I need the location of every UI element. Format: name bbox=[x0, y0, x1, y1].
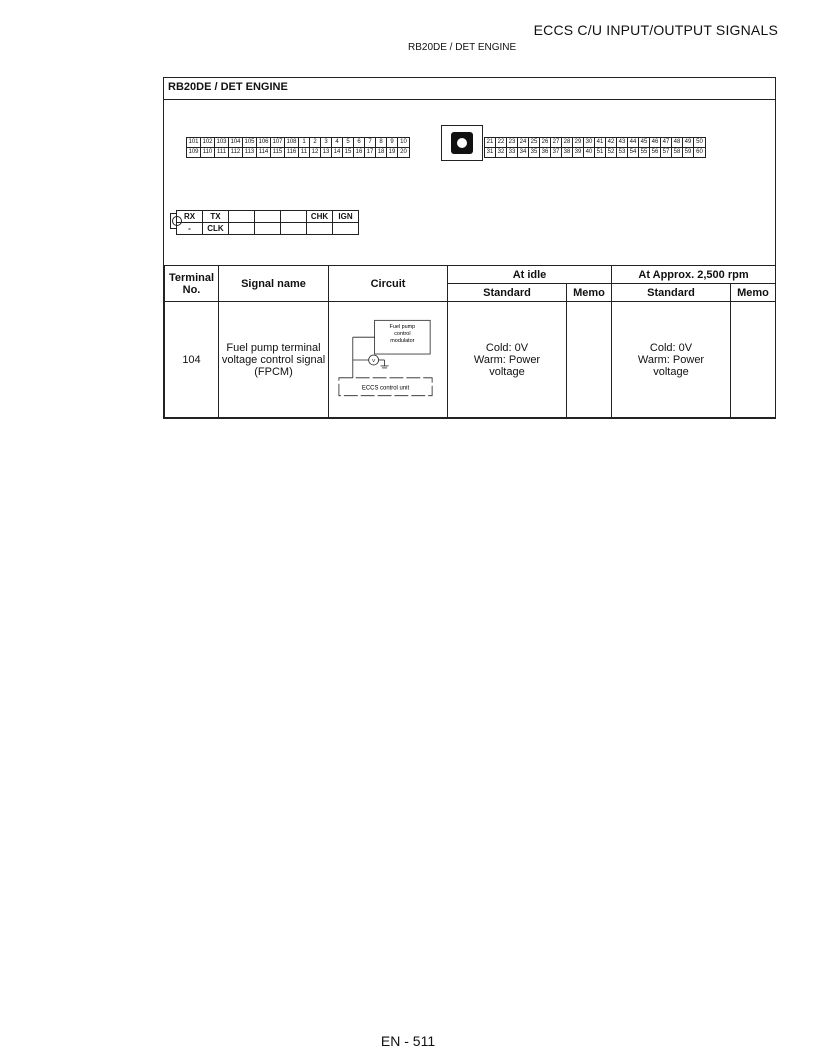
diagnostic-connector bbox=[176, 210, 359, 235]
connector-pin: 10 bbox=[400, 139, 407, 145]
connector-pin: 25 bbox=[529, 138, 540, 147]
diag-pin: CLK bbox=[203, 223, 229, 235]
connector-pin: 1 bbox=[299, 138, 310, 147]
connector-pin: 8 bbox=[376, 138, 387, 147]
circuit-unit-label: ECCS control unit bbox=[361, 385, 410, 392]
connector-pin: 9 bbox=[387, 138, 398, 147]
svg-text:control: control bbox=[394, 331, 411, 338]
signal-frame bbox=[163, 77, 776, 419]
diag-pin bbox=[229, 211, 255, 223]
col-signal: Signal name bbox=[219, 266, 329, 302]
svg-text:modulator: modulator bbox=[390, 338, 415, 345]
connector-pin: 111 bbox=[215, 148, 229, 157]
col-terminal: Terminal No. bbox=[165, 266, 219, 302]
connector-pin: 107 bbox=[271, 138, 285, 147]
connector-pin: 28 bbox=[562, 138, 573, 147]
connector-pin: 51 bbox=[595, 148, 606, 157]
connector-pin: 19 bbox=[387, 148, 398, 157]
cell-idle-standard bbox=[448, 302, 567, 418]
diag-pin: RX bbox=[177, 211, 203, 223]
col-rpm-memo: Memo bbox=[731, 284, 776, 302]
diag-pin bbox=[333, 223, 359, 235]
connector-pin: 12 bbox=[310, 148, 321, 157]
connector-pin: 6 bbox=[354, 138, 365, 147]
page-header-title: ECCS C/U INPUT/OUTPUT SIGNALS bbox=[533, 22, 778, 38]
connector-pin: 26 bbox=[540, 138, 551, 147]
connector-pin: 60 bbox=[696, 149, 703, 155]
connector-pin: 15 bbox=[343, 148, 354, 157]
connector-pin: 33 bbox=[507, 148, 518, 157]
connector-pin: 58 bbox=[672, 148, 683, 157]
section-title: RB20DE / DET ENGINE bbox=[164, 78, 775, 100]
connector-pin: 56 bbox=[650, 148, 661, 157]
col-circuit: Circuit bbox=[329, 266, 448, 302]
connector-pin: 109 bbox=[187, 148, 201, 157]
diag-pin: TX bbox=[203, 211, 229, 223]
connector-pin: 5 bbox=[343, 138, 354, 147]
connector-pin: 105 bbox=[243, 138, 257, 147]
signal-table bbox=[164, 265, 776, 418]
diag-pin: CHK bbox=[307, 211, 333, 223]
connector-pin: 23 bbox=[507, 138, 518, 147]
circuit-diagram bbox=[329, 306, 447, 410]
connector-pin: 101 bbox=[187, 138, 201, 147]
connector-pin: 13 bbox=[321, 148, 332, 157]
connector-pin: 42 bbox=[606, 138, 617, 147]
connector-pin: 53 bbox=[617, 148, 628, 157]
connector-pin: 48 bbox=[672, 138, 683, 147]
connector-pin: 59 bbox=[683, 148, 694, 157]
connector-pin: 46 bbox=[650, 138, 661, 147]
cell-rpm-memo bbox=[731, 302, 776, 418]
diag-pin bbox=[255, 223, 281, 235]
connector-pin: 3 bbox=[321, 138, 332, 147]
connector-pin: 40 bbox=[584, 148, 595, 157]
connector-pin: 106 bbox=[257, 138, 271, 147]
connector-pin: 4 bbox=[332, 138, 343, 147]
cell-terminal: 104 bbox=[165, 302, 219, 418]
diag-pin bbox=[281, 223, 307, 235]
connector-pin: 116 bbox=[285, 148, 299, 157]
connector-pin: 52 bbox=[606, 148, 617, 157]
connector-pin: 27 bbox=[551, 138, 562, 147]
cell-idle-memo bbox=[567, 302, 612, 418]
connector-pin: 37 bbox=[551, 148, 562, 157]
standard-line: voltage bbox=[489, 365, 525, 378]
connector-pin: 30 bbox=[584, 138, 595, 147]
connector-pin: 108 bbox=[285, 138, 299, 147]
connector-pin: 113 bbox=[243, 148, 257, 157]
connector-pin: 49 bbox=[683, 138, 694, 147]
connector-pin: 43 bbox=[617, 138, 628, 147]
connector-pin: 7 bbox=[365, 138, 376, 147]
connector-pin: 21 bbox=[485, 138, 496, 147]
connector-pin: 20 bbox=[400, 149, 407, 155]
connector-pin: 29 bbox=[573, 138, 584, 147]
standard-line: Warm: Power bbox=[473, 353, 541, 366]
diag-pin bbox=[307, 223, 333, 235]
connector-pin: 17 bbox=[365, 148, 376, 157]
connector-pin: 36 bbox=[540, 148, 551, 157]
voltmeter-label: V bbox=[371, 358, 376, 364]
circuit-module-label: Fuel pump bbox=[389, 324, 416, 331]
connector-pin: 14 bbox=[332, 148, 343, 157]
standard-line: Warm: Power bbox=[637, 353, 705, 366]
diag-pin bbox=[255, 211, 281, 223]
col-rpm-standard: Standard bbox=[612, 284, 731, 302]
connector-pin: 103 bbox=[215, 138, 229, 147]
connector-pin: 22 bbox=[496, 138, 507, 147]
col-idle: At idle bbox=[448, 266, 612, 284]
connector-pin: 102 bbox=[201, 138, 215, 147]
cell-circuit bbox=[329, 302, 448, 418]
standard-line: Cold: 0V bbox=[649, 341, 693, 354]
col-idle-standard: Standard bbox=[448, 284, 567, 302]
col-approx: At Approx. 2,500 rpm bbox=[612, 266, 776, 284]
diag-pin bbox=[281, 211, 307, 223]
connector-pin: 41 bbox=[595, 138, 606, 147]
connector-pin: 18 bbox=[376, 148, 387, 157]
connector-pin: 32 bbox=[496, 148, 507, 157]
connector-pin: 39 bbox=[573, 148, 584, 157]
cell-signal: Fuel pump terminal voltage control signal (FPCM) bbox=[219, 302, 329, 418]
page-number: EN - 511 bbox=[380, 1033, 436, 1049]
connector-pin: 47 bbox=[661, 138, 672, 147]
connector-pin: 34 bbox=[518, 148, 529, 157]
connector-pin: 54 bbox=[628, 148, 639, 157]
connector-row-2-right bbox=[484, 147, 706, 158]
connector-diagram bbox=[164, 100, 775, 265]
connector-lock-icon bbox=[451, 132, 473, 154]
connector-pin: 16 bbox=[354, 148, 365, 157]
connector-pin: 112 bbox=[229, 148, 243, 157]
connector-pin: 57 bbox=[661, 148, 672, 157]
standard-line: Cold: 0V bbox=[485, 341, 529, 354]
connector-pin: 114 bbox=[257, 148, 271, 157]
connector-pin: 44 bbox=[628, 138, 639, 147]
connector-pin: 115 bbox=[271, 148, 285, 157]
diag-pin: IGN bbox=[333, 211, 359, 223]
diag-pin: - bbox=[177, 223, 203, 235]
connector-pin: 31 bbox=[485, 148, 496, 157]
page-header-subtitle: RB20DE / DET ENGINE bbox=[408, 42, 517, 53]
connector-pin: 35 bbox=[529, 148, 540, 157]
connector-pin: 24 bbox=[518, 138, 529, 147]
col-idle-memo: Memo bbox=[567, 284, 612, 302]
connector-row-2-left bbox=[186, 147, 410, 158]
connector-pin: 45 bbox=[639, 138, 650, 147]
connector-pin: 11 bbox=[299, 148, 310, 157]
cell-rpm-standard bbox=[612, 302, 731, 418]
standard-line: voltage bbox=[653, 365, 689, 378]
connector-pin: 2 bbox=[310, 138, 321, 147]
diag-pin bbox=[229, 223, 255, 235]
connector-pin: 38 bbox=[562, 148, 573, 157]
connector-pin: 55 bbox=[639, 148, 650, 157]
connector-pin: 50 bbox=[696, 139, 703, 145]
connector-pin: 104 bbox=[229, 138, 243, 147]
connector-pin: 110 bbox=[201, 148, 215, 157]
connector-lock bbox=[441, 125, 483, 161]
